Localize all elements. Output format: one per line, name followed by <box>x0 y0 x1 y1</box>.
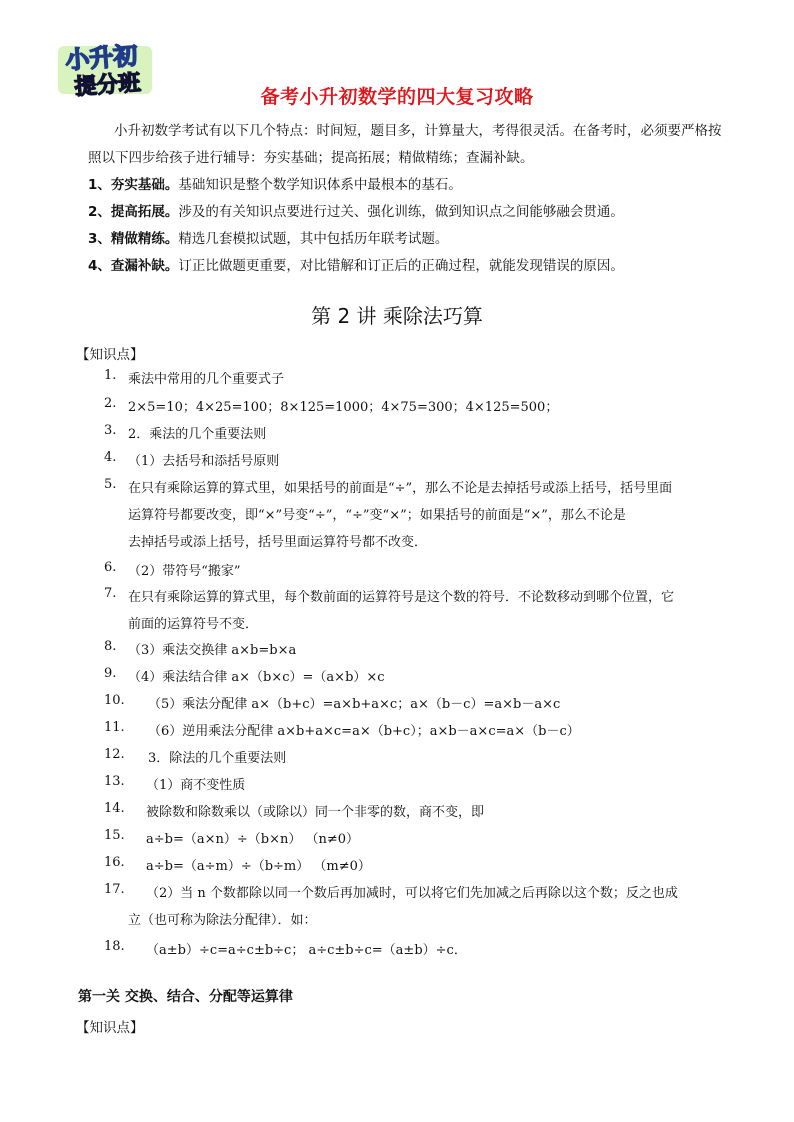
item-text: 在只有乘除运算的算式里，每个数前面的运算符号是这个数的符号．不论数移动到哪个位置，它 <box>128 590 675 605</box>
item-number: 5. <box>104 477 117 492</box>
step-text: 基础知识是整个数学知识体系中最根本的基石。 <box>178 177 462 193</box>
item-text: 去掉括号或添上括号，括号里面运算符号都不改变． <box>128 535 428 550</box>
step-label: 2、提高拓展。 <box>88 204 179 220</box>
item-text: 2．乘法的几个重要法则 <box>128 427 267 442</box>
step-4 <box>88 256 728 276</box>
item-number: 13. <box>104 774 125 789</box>
item-text: 在只有乘除运算的算式里，如果括号的前面是“÷”，那么不论是去掉括号或添上括号，括号里面 <box>128 481 673 496</box>
item-number: 18. <box>104 939 125 954</box>
step-label: 3、精做精练。 <box>88 231 179 247</box>
item-text: 前面的运算符号不变． <box>128 617 259 632</box>
item-number: 4. <box>104 450 117 465</box>
step-text: 精选几套模拟试题，其中包括历年联考试题。 <box>178 231 449 247</box>
item-number: 10. <box>104 693 125 708</box>
item-number: 15. <box>104 828 125 843</box>
item-number: 3. <box>104 423 117 438</box>
item-text: a÷b=（a÷m）÷（b÷m） （m≠0） <box>146 859 371 874</box>
item-text: （5）乘法分配律 a×（b+c）=a×b+a×c；a×（b－c）=a×b－a×c <box>148 697 561 712</box>
item-text: （1）去括号和添括号原则 <box>128 454 280 469</box>
section-knowledge-label: 【知识点】 <box>76 1020 144 1036</box>
step-text: 涉及的有关知识点要进行过关、强化训练，做到知识点之间能够融会贯通。 <box>178 204 624 220</box>
item-number: 8. <box>104 639 117 654</box>
logo-line1: 小升初 <box>64 41 139 75</box>
item-text: （a±b）÷c=a÷c±b÷c； a÷c±b÷c=（a±b）÷c． <box>146 943 467 958</box>
item-number: 17. <box>104 882 125 897</box>
item-number: 2. <box>104 396 117 411</box>
intro-paragraph: 小升初数学考试有以下几个特点：时间短，题目多，计算量大，考得很灵活。在备考时，必须要严格按照以下四步给孩子进行辅导：夯实基础；提高拓展；精做精练；查漏补缺。 <box>88 123 722 166</box>
step-2 <box>88 202 728 222</box>
item-text: （2）当 n 个数都除以同一个数后再加减时，可以将它们先加减之后再除以这个数；反之也成 <box>146 886 678 901</box>
step-text: 订正比做题更重要，对比错解和订正后的正确过程，就能发现错误的原因。 <box>178 258 624 274</box>
page-title: 备考小升初数学的四大复习攻略 <box>260 86 534 108</box>
item-number: 6. <box>104 560 117 575</box>
item-text: （3）乘法交换律 a×b=b×a <box>128 643 297 658</box>
item-text: 被除数和除数乘以（或除以）同一个非零的数，商不变，即 <box>146 805 485 820</box>
section-title: 第一关 交换、结合、分配等运算律 <box>78 989 293 1005</box>
item-number: 14. <box>104 801 125 816</box>
item-text: 3．除法的几个重要法则 <box>148 751 287 766</box>
logo-line2: 提分班 <box>73 70 142 100</box>
item-number: 12. <box>104 747 125 762</box>
item-number: 1. <box>104 368 117 383</box>
step-1 <box>88 175 728 195</box>
item-text: 立（也可称为除法分配律）．如： <box>128 913 317 928</box>
item-text: （1）商不变性质 <box>146 778 246 793</box>
item-number: 7. <box>104 586 117 601</box>
lecture-title: 第 2 讲 乘除法巧算 <box>311 304 483 328</box>
item-text: （2）带符号“搬家” <box>128 564 241 579</box>
item-text: 乘法中常用的几个重要式子 <box>128 372 285 387</box>
item-number: 9. <box>104 666 117 681</box>
item-text: a÷b=（a×n）÷（b×n） （n≠0） <box>146 832 360 847</box>
item-text: （6）逆用乘法分配律 a×b+a×c=a×（b+c）；a×b－a×c=a×（b－c） <box>148 724 580 739</box>
item-text: 2×5=10；4×25=100；8×125=1000；4×75=300；4×125=500； <box>128 400 559 415</box>
step-label: 1、夯实基础。 <box>88 177 179 193</box>
knowledge-label: 【知识点】 <box>76 347 144 363</box>
step-3 <box>88 229 728 249</box>
step-label: 4、查漏补缺。 <box>88 258 179 274</box>
item-number: 11. <box>104 720 125 735</box>
item-text: 运算符号都要改变，即“×”号变“÷”，“÷”变“×”；如果括号的前面是“×”，那么不论是 <box>128 508 626 523</box>
item-number: 16. <box>104 855 125 870</box>
item-text: （4）乘法结合律 a×（b×c）=（a×b）×c <box>128 670 385 685</box>
